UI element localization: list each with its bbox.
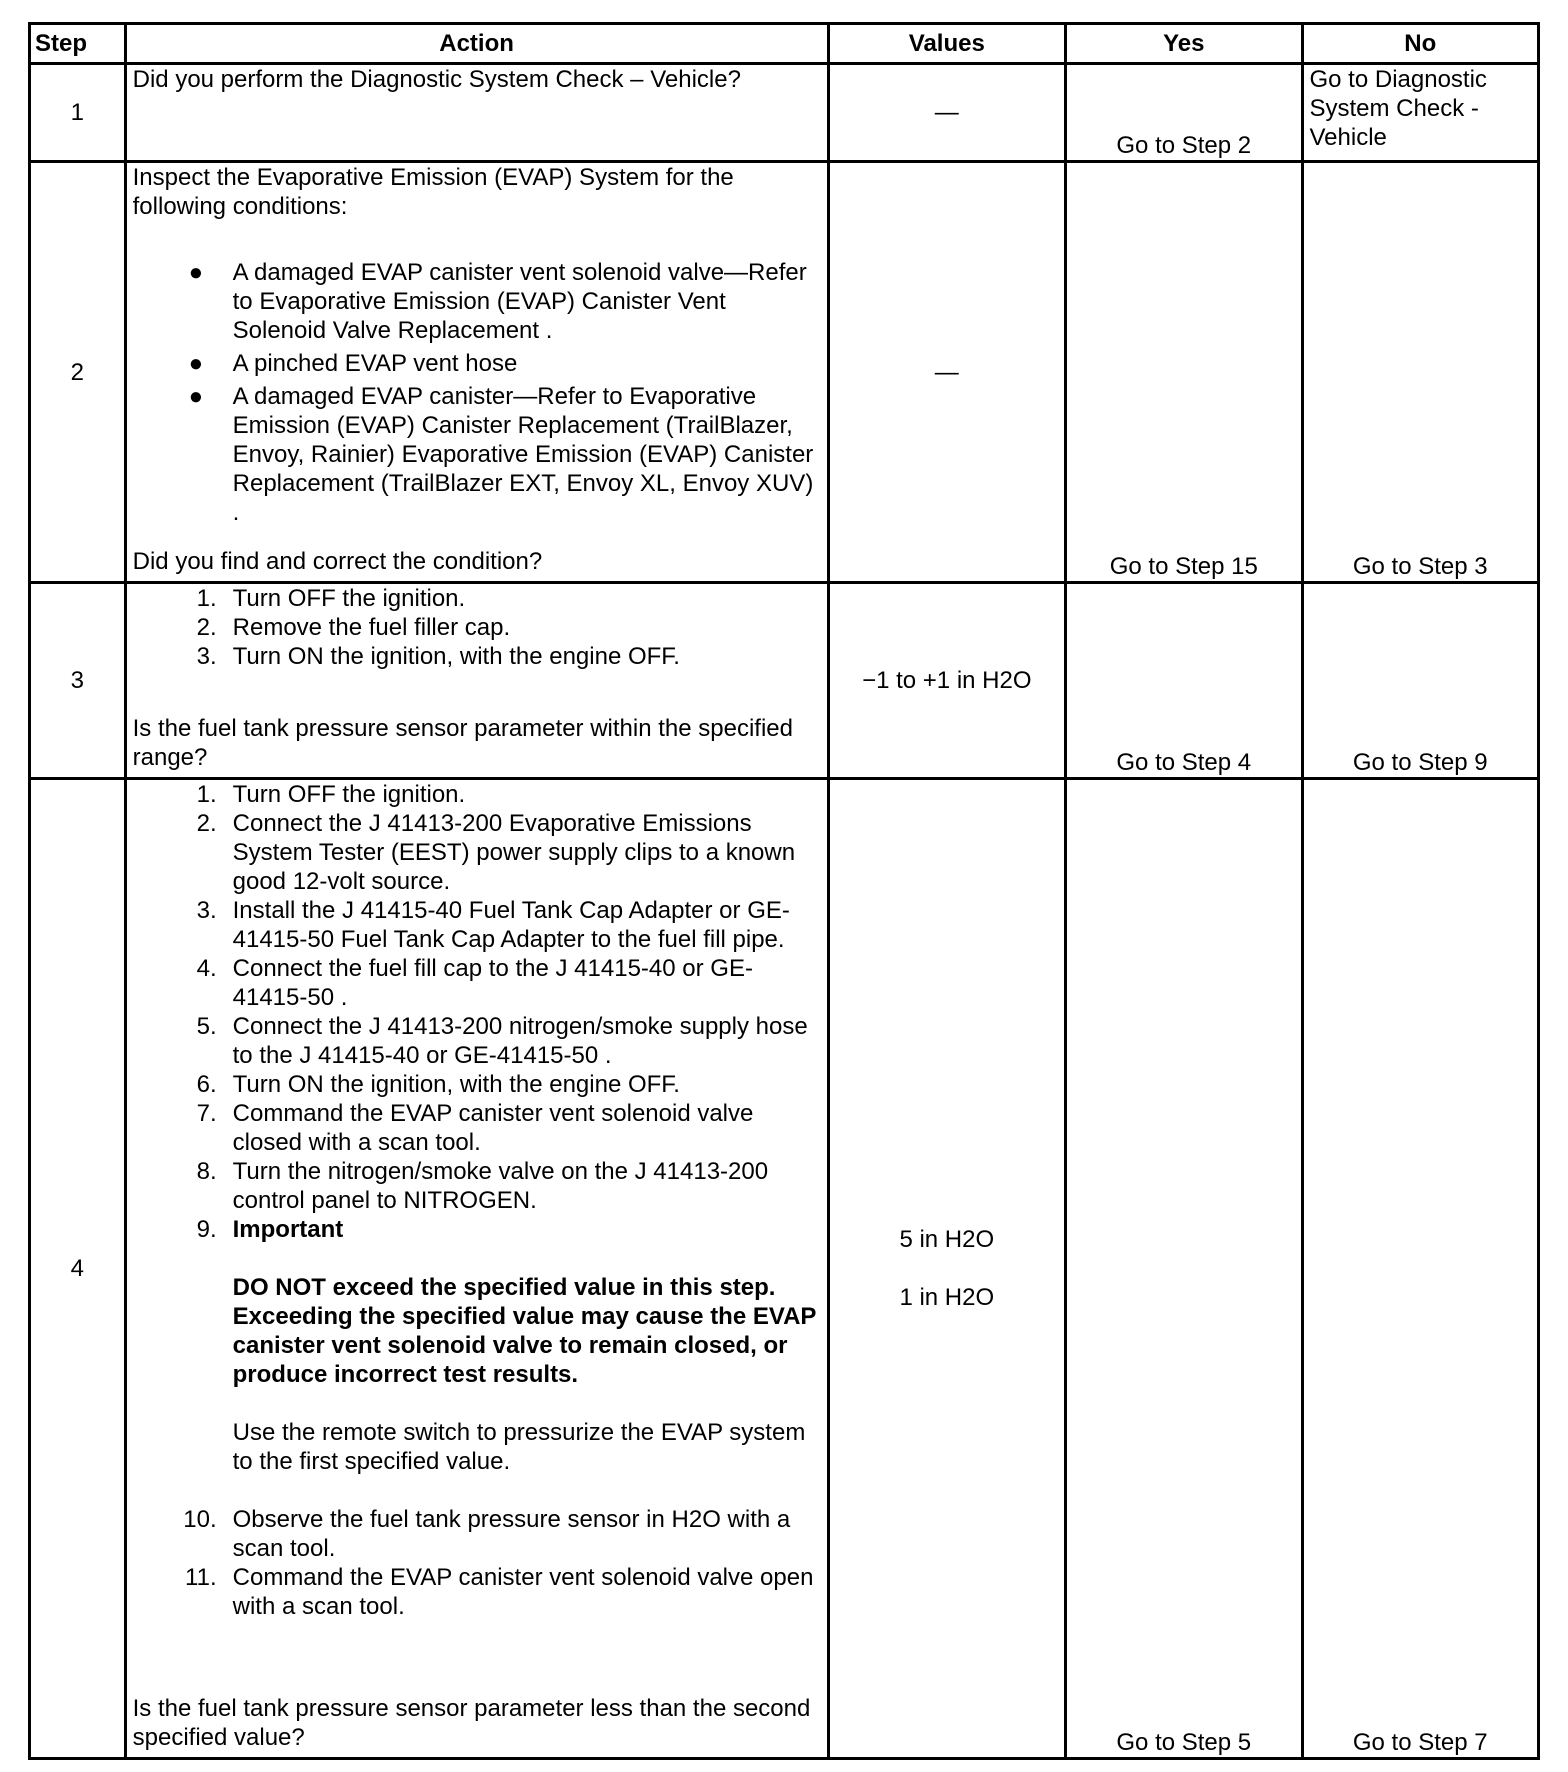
no-link[interactable]: Go to Diagnostic System Check - Vehicle: [1302, 64, 1539, 162]
bullet-icon: ●: [188, 383, 204, 410]
no-link[interactable]: Go to Step 3: [1302, 162, 1539, 583]
condition-list: [133, 258, 821, 527]
yes-link[interactable]: Go to Step 2: [1066, 64, 1302, 162]
table-row: [30, 64, 1539, 162]
header-step: Step: [30, 24, 126, 64]
list-item: 1. Turn OFF the ignition.: [196, 781, 466, 808]
list-item: 1. Turn OFF the ignition.: [196, 585, 466, 612]
value-cell: —: [828, 64, 1066, 162]
no-link[interactable]: Go to Step 7: [1302, 779, 1539, 1759]
procedure-list: [133, 584, 821, 671]
first-specified-value: 5 in H2O: [899, 1226, 995, 1253]
value-cell: [828, 779, 1066, 1759]
step-number: 3: [30, 583, 126, 779]
step-number: 2: [30, 162, 126, 583]
header-yes: Yes: [1066, 24, 1302, 64]
list-item: ● A damaged EVAP canister—Refer to Evaporative Emission (EVAP) Canister Replacement (TrailBlazer, Envoy, Rainier) Evaporative Emission (EVAP) Canister Replacement (TrailBlazer EXT, Envoy XL, Envoy XUV) .: [188, 383, 814, 526]
value-cell: —: [828, 162, 1066, 583]
list-item: 3. Install the J 41415-40 Fuel Tank Cap Adapter or GE-41415-50 Fuel Tank Cap Adapter to the fuel fill pipe.: [196, 897, 790, 953]
list-item: ● A damaged EVAP canister vent solenoid valve—Refer to Evaporative Emission (EVAP) Canister Vent Solenoid Valve Replacement .: [188, 259, 807, 344]
action-cell: [125, 779, 828, 1759]
yes-link[interactable]: Go to Step 15: [1066, 162, 1302, 583]
action-cell: [125, 583, 828, 779]
list-item: ● A pinched EVAP vent hose: [188, 350, 518, 377]
step-number: 1: [30, 64, 126, 162]
action-question: Did you find and correct the condition?: [132, 548, 543, 575]
second-specified-value: 1 in H2O: [899, 1284, 995, 1311]
header-no: No: [1302, 24, 1539, 64]
list-item: 7. Command the EVAP canister vent solenoid valve closed with a scan tool.: [196, 1100, 754, 1156]
action-question: Did you perform the Diagnostic System Check – Vehicle?: [132, 66, 741, 93]
list-item: 4. Connect the fuel fill cap to the J 41415-40 or GE-41415-50 .: [196, 955, 753, 1011]
value-cell: −1 to +1 in H2O: [828, 583, 1066, 779]
action-question: Is the fuel tank pressure sensor parameter within the specified range?: [132, 715, 793, 771]
list-item: 3. Turn ON the ignition, with the engine OFF.: [196, 643, 680, 670]
action-cell: [125, 162, 828, 583]
table-row: [30, 583, 1539, 779]
list-item: 11. Command the EVAP canister vent solenoid valve open with a scan tool.: [185, 1564, 814, 1620]
yes-link[interactable]: Go to Step 5: [1066, 779, 1302, 1759]
bullet-icon: ●: [188, 350, 204, 377]
header-values: Values: [828, 24, 1066, 64]
list-item: 6. Turn ON the ignition, with the engine OFF.: [196, 1071, 680, 1098]
no-link[interactable]: Go to Step 9: [1302, 583, 1539, 779]
instruction-text: Use the remote switch to pressurize the EVAP system to the first specified value.: [232, 1419, 806, 1475]
header-row: [30, 24, 1539, 64]
diagnostic-table-page: [28, 22, 1540, 1760]
warning-text: DO NOT exceed the specified value in this step. Exceeding the specified value may cause the EVAP canister vent solenoid valve to remain closed, or produce incorrect test results.: [232, 1274, 816, 1388]
yes-link[interactable]: Go to Step 4: [1066, 583, 1302, 779]
header-action: Action: [125, 24, 828, 64]
bullet-icon: ●: [188, 259, 204, 286]
diagnostic-table: [28, 22, 1540, 1760]
action-intro: Inspect the Evaporative Emission (EVAP) System for the following conditions:: [132, 164, 734, 220]
list-item: 8. Turn the nitrogen/smoke valve on the J 41413-200 control panel to NITROGEN.: [196, 1158, 769, 1214]
list-item: 9. Important DO NOT exceed the specified value in this step. Exceeding the specified value may cause the EVAP canister vent solenoid valve to remain closed, or produce incorrect test results. Use the remote switch to pressurize the EVAP system to the first specified value.: [133, 1215, 821, 1505]
important-label: Important: [232, 1216, 344, 1243]
table-row: [30, 779, 1539, 1759]
list-item: 5. Connect the J 41413-200 nitrogen/smoke supply hose to the J 41415-40 or GE-41415-50 .: [196, 1013, 808, 1069]
table-row: [30, 162, 1539, 583]
list-item: 10. Observe the fuel tank pressure sensor in H2O with a scan tool.: [183, 1506, 791, 1562]
list-item: 2. Connect the J 41413-200 Evaporative Emissions System Tester (EEST) power supply clips to a known good 12-volt source.: [196, 810, 796, 895]
action-question: Is the fuel tank pressure sensor parameter less than the second specified value?: [132, 1695, 811, 1751]
list-item: 2. Remove the fuel filler cap.: [196, 614, 511, 641]
action-cell: [125, 64, 828, 162]
procedure-list: [133, 780, 821, 1621]
step-number: 4: [30, 779, 126, 1759]
